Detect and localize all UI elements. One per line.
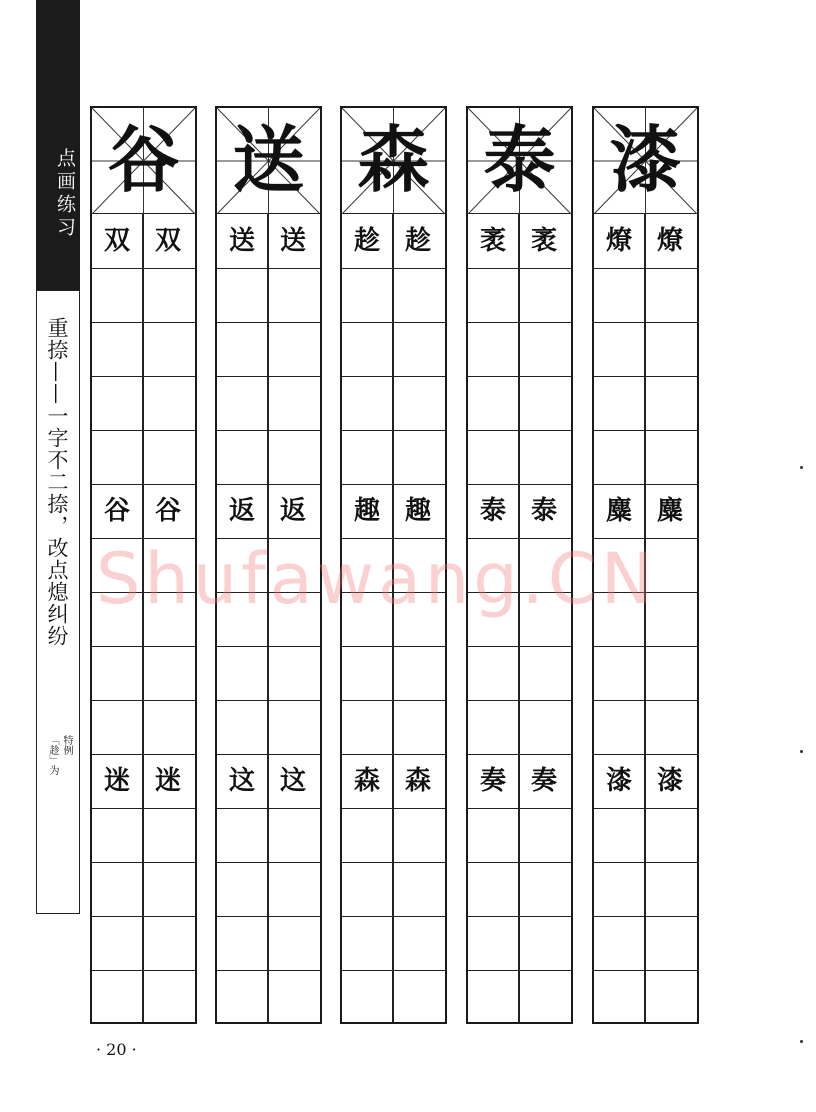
example-character: 迷 [103, 766, 130, 796]
example-character: 趣 [404, 496, 431, 526]
example-character: 燎 [656, 226, 683, 256]
rule-text: 重捺——一字不二捺，改点熄纠纷 [45, 317, 69, 647]
example-character: 返 [228, 496, 255, 526]
example-character: 袤 [479, 226, 506, 256]
example-character: 送 [228, 226, 255, 256]
example-character: 漆 [656, 766, 683, 796]
note-line-2: 「趁」为 [47, 735, 58, 775]
mizige-cell [468, 108, 571, 214]
example-character: 麋 [605, 496, 632, 526]
example-character: 奏 [530, 766, 557, 796]
example-character: 袤 [530, 226, 557, 256]
model-character: 漆 [609, 117, 682, 202]
sidebar-note-box [36, 290, 80, 914]
margin-dot [800, 1040, 803, 1043]
example-character: 森 [353, 766, 380, 796]
mizige-cell [217, 108, 320, 214]
example-character: 趁 [404, 226, 431, 256]
example-character: 奏 [479, 766, 506, 796]
example-character: 谷 [103, 496, 130, 526]
mizige-cell [342, 108, 445, 214]
special-case-note [41, 735, 75, 795]
example-character: 这 [279, 766, 306, 796]
example-character: 迷 [154, 766, 181, 796]
model-character: 泰 [483, 117, 556, 202]
example-character: 森 [404, 766, 431, 796]
model-character: 送 [232, 117, 305, 202]
example-character: 谷 [154, 496, 181, 526]
mizige-cell [92, 108, 195, 214]
model-character: 森 [357, 117, 430, 202]
margin-dot [800, 466, 803, 469]
watermark: Shufawang.CN [96, 538, 658, 620]
example-character: 泰 [530, 496, 557, 526]
example-character: 燎 [605, 226, 632, 256]
section-title: 点画练习 [54, 148, 76, 240]
example-character: 返 [279, 496, 306, 526]
mizige-cell [594, 108, 697, 214]
example-character: 双 [154, 226, 181, 256]
example-character: 趁 [353, 226, 380, 256]
example-character: 送 [279, 226, 306, 256]
example-character: 双 [103, 226, 130, 256]
example-character: 趣 [353, 496, 380, 526]
page-number: · 20 · [96, 1040, 137, 1059]
example-character: 麋 [656, 496, 683, 526]
example-character: 这 [228, 766, 255, 796]
sidebar-title-block [36, 0, 80, 290]
example-character: 泰 [479, 496, 506, 526]
model-character: 谷 [107, 117, 180, 202]
margin-dot [800, 750, 803, 753]
note-line-1: 特例 [61, 735, 72, 755]
example-character: 漆 [605, 766, 632, 796]
